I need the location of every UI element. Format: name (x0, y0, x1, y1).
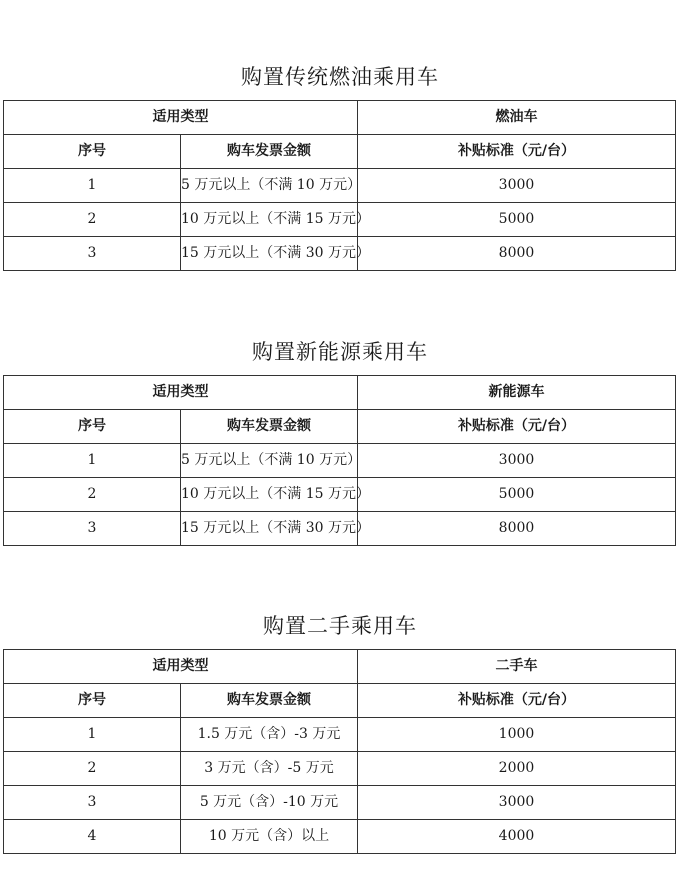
header-applicable-type: 适用类型 (4, 650, 358, 684)
cell-subsidy: 8000 (358, 237, 676, 271)
header-seq: 序号 (4, 410, 181, 444)
section-new-energy (0, 337, 680, 536)
header-seq: 序号 (4, 135, 181, 169)
cell-subsidy: 5000 (358, 203, 676, 237)
header-subsidy-standard: 补贴标准（元/台） (358, 135, 676, 169)
table-row (4, 203, 676, 237)
section-fuel (0, 62, 680, 261)
subsidy-table (3, 375, 676, 546)
header-subsidy-standard: 补贴标准（元/台） (358, 684, 676, 718)
table-row (4, 786, 676, 820)
table-row (4, 444, 676, 478)
table-row (4, 752, 676, 786)
cell-amount: 15 万元以上（不满 30 万元） (181, 512, 358, 546)
cell-seq: 3 (4, 237, 181, 271)
table-header-row (4, 410, 676, 444)
cell-amount: 10 万元（含）以上 (181, 820, 358, 854)
table-row (4, 169, 676, 203)
section-title: 购置传统燃油乘用车 (241, 65, 439, 89)
header-subsidy-standard: 补贴标准（元/台） (358, 410, 676, 444)
subsidy-table (3, 649, 676, 854)
cell-seq: 4 (4, 820, 181, 854)
table-header-row (4, 684, 676, 718)
cell-amount: 5 万元（含）-10 万元 (181, 786, 358, 820)
cell-subsidy: 3000 (358, 786, 676, 820)
table-header-row (4, 135, 676, 169)
header-seq: 序号 (4, 684, 181, 718)
table-row (4, 718, 676, 752)
header-invoice-amount: 购车发票金额 (181, 684, 358, 718)
table-header-row (4, 376, 676, 410)
cell-seq: 2 (4, 203, 181, 237)
cell-seq: 3 (4, 786, 181, 820)
cell-subsidy: 3000 (358, 169, 676, 203)
cell-amount: 5 万元以上（不满 10 万元） (181, 169, 358, 203)
cell-subsidy: 4000 (358, 820, 676, 854)
table-header-row (4, 650, 676, 684)
cell-subsidy: 2000 (358, 752, 676, 786)
header-invoice-amount: 购车发票金额 (181, 410, 358, 444)
header-applicable-type: 适用类型 (4, 376, 358, 410)
cell-amount: 5 万元以上（不满 10 万元） (181, 444, 358, 478)
table-row (4, 237, 676, 271)
cell-subsidy: 8000 (358, 512, 676, 546)
section-title: 购置新能源乘用车 (252, 340, 428, 364)
cell-seq: 1 (4, 169, 181, 203)
header-applicable-type: 适用类型 (4, 101, 358, 135)
cell-seq: 1 (4, 444, 181, 478)
cell-subsidy: 1000 (358, 718, 676, 752)
cell-seq: 2 (4, 478, 181, 512)
cell-subsidy: 5000 (358, 478, 676, 512)
cell-amount: 1.5 万元（含）-3 万元 (181, 718, 358, 752)
table-header-row (4, 101, 676, 135)
cell-amount: 10 万元以上（不满 15 万元） (181, 478, 358, 512)
header-invoice-amount: 购车发票金额 (181, 135, 358, 169)
header-vehicle-type: 二手车 (358, 650, 676, 684)
cell-amount: 3 万元（含）-5 万元 (181, 752, 358, 786)
cell-seq: 1 (4, 718, 181, 752)
cell-seq: 3 (4, 512, 181, 546)
section-title: 购置二手乘用车 (263, 614, 417, 638)
header-vehicle-type: 新能源车 (358, 376, 676, 410)
section-used-car (0, 611, 680, 844)
cell-subsidy: 3000 (358, 444, 676, 478)
cell-seq: 2 (4, 752, 181, 786)
table-row (4, 820, 676, 854)
table-row (4, 512, 676, 546)
subsidy-table (3, 100, 676, 271)
header-vehicle-type: 燃油车 (358, 101, 676, 135)
cell-amount: 10 万元以上（不满 15 万元） (181, 203, 358, 237)
table-row (4, 478, 676, 512)
cell-amount: 15 万元以上（不满 30 万元） (181, 237, 358, 271)
